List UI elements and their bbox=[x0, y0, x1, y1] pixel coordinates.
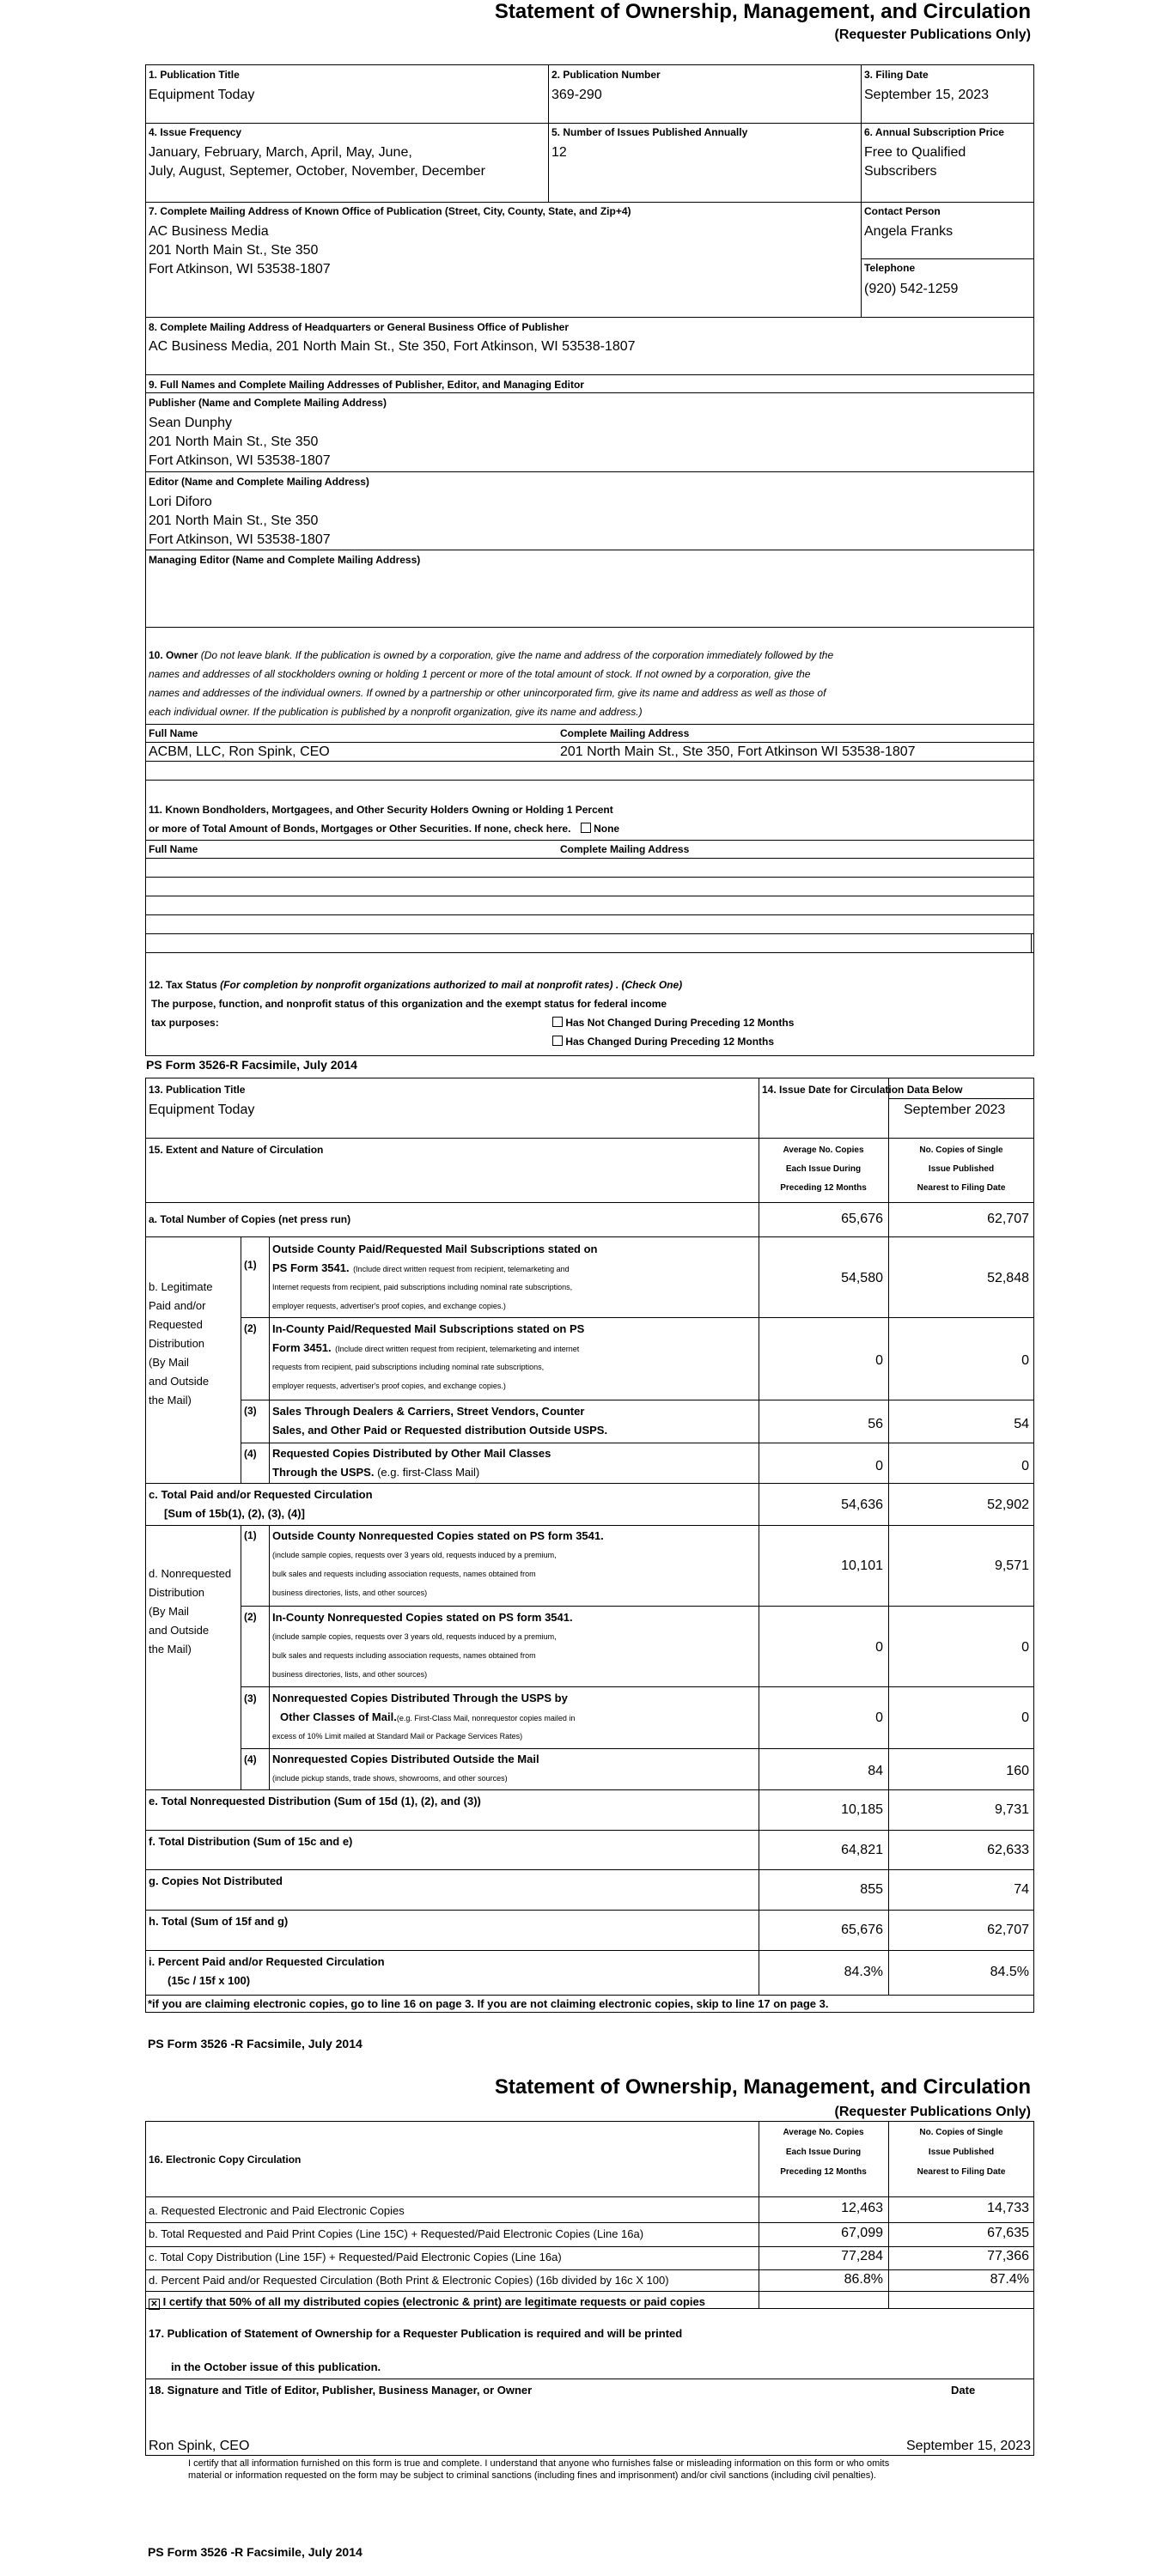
issues-per-year: 12 bbox=[551, 145, 567, 160]
form-id-page-1: PS Form 3526-R Facsimile, July 2014 bbox=[146, 1058, 357, 1072]
owner-name: ACBM, LLC, Ron Spink, CEO bbox=[149, 744, 330, 759]
d4-avg: 84 bbox=[868, 1764, 883, 1778]
f17-line-1: 17. Publication of Statement of Ownership for a Requester Publication is required and will be printed bbox=[149, 2327, 683, 2340]
d3-desc: Nonrequested Copies Distributed Through the USPS by Other Classes of Mail.(e.g. First-Class Mail, nonrequestor copies mailed in excess of 10% Limit mailed at Standard Mail or Package Services Rates) bbox=[272, 1692, 576, 1741]
b3-single: 54 bbox=[1014, 1417, 1029, 1431]
b2-num: (2) bbox=[244, 1322, 257, 1334]
page-3-title: Statement of Ownership, Management, and Circulation bbox=[494, 2075, 1031, 2099]
f10-label: 10. Owner bbox=[149, 649, 198, 661]
contact-person: Angela Franks bbox=[864, 224, 954, 239]
row-i-label: i. Percent Paid and/or Requested Circulation (15c / 15f x 100) bbox=[149, 1955, 385, 1987]
e-row-d-single: 87.4% bbox=[990, 2272, 1029, 2287]
page-subtitle: (Requester Publications Only) bbox=[834, 27, 1031, 42]
b1-desc: Outside County Paid/Requested Mail Subscriptions stated on PS Form 3541. (Include direct written request from recipient, telemarketing and Internet requests from recipient, paid subscriptions including nominal rate subscriptions, employer requests, advertiser's proof copies, and exchange copies.) bbox=[272, 1242, 598, 1310]
row-h-avg: 65,676 bbox=[841, 1923, 883, 1937]
f11-line-2: or more of Total Amount of Bonds, Mortgages or Other Securities. If none, check here. bbox=[149, 823, 571, 835]
d1-num: (1) bbox=[244, 1529, 257, 1541]
e-row-d-label: d. Percent Paid and/or Requested Circulation (Both Print & Electronic Copies) (16b divided by 16c X 100) bbox=[149, 2274, 669, 2287]
office-address-2: 201 North Main St., Ste 350 bbox=[149, 243, 319, 258]
managing-editor-label: Managing Editor (Name and Complete Mailing Address) bbox=[149, 554, 421, 566]
publisher-label: Publisher (Name and Complete Mailing Address) bbox=[149, 397, 387, 409]
b1-avg: 54,580 bbox=[841, 1271, 883, 1285]
d1-single: 9,571 bbox=[994, 1558, 1029, 1573]
d4-desc: Nonrequested Copies Distributed Outside the Mail (include pickup stands, trade shows, showrooms, and other sources) bbox=[272, 1753, 539, 1783]
certify-checkbox[interactable]: ✕ bbox=[149, 2299, 160, 2310]
b2-desc: In-County Paid/Requested Mail Subscriptions stated on PS Form 3451. (Include direct written request from recipient, telemarketing and internet requests from recipient, paid subscriptions including nominal rate subscriptions, employer requests, advertiser's proof copies, and exchange copies.) bbox=[272, 1322, 585, 1390]
row-e-avg: 10,185 bbox=[841, 1802, 883, 1817]
e-row-b-label: b. Total Requested and Paid Print Copies (Line 15C) + Requested/Paid Electronic Copies (Line 16a) bbox=[149, 2227, 644, 2240]
filing-date: September 15, 2023 bbox=[864, 88, 989, 102]
row-i-avg: 84.3% bbox=[844, 1965, 883, 1979]
d1-avg: 10,101 bbox=[841, 1558, 883, 1573]
form-id-page-3: PS Form 3526 -R Facsimile, July 2014 bbox=[148, 2545, 363, 2559]
f12-note: (For completion by nonprofit organizations authorized to mail at nonprofit rates) . (Check One) bbox=[220, 979, 683, 991]
row-h-single: 62,707 bbox=[987, 1923, 1029, 1937]
issue-frequency-2: July, August, Septemer, October, November, December bbox=[149, 164, 485, 179]
row-d-side: d. Nonrequested Distribution (By Mail and Outside the Mail) bbox=[149, 1567, 232, 1656]
e-row-c-avg: 77,284 bbox=[841, 2249, 883, 2263]
d3-avg: 0 bbox=[875, 1710, 883, 1725]
form-id-page-2: PS Form 3526 -R Facsimile, July 2014 bbox=[148, 2037, 363, 2050]
b4-avg: 0 bbox=[875, 1459, 883, 1473]
row-f-label: f. Total Distribution (Sum of 15c and e) bbox=[149, 1835, 353, 1848]
issue-frequency-1: January, February, March, April, May, June, bbox=[149, 145, 412, 160]
row-g-label: g. Copies Not Distributed bbox=[149, 1874, 283, 1887]
b2-single: 0 bbox=[1021, 1353, 1029, 1368]
b1-num: (1) bbox=[244, 1259, 257, 1271]
e-row-a-avg: 12,463 bbox=[841, 2201, 883, 2215]
d1-desc: Outside County Nonrequested Copies stated on PS form 3541. (include sample copies, requests over 3 years old, requests induced by a premium, bulk sales and requests including association requests, names obtained from business directories, lists, and other sources) bbox=[272, 1529, 604, 1597]
publisher-address-2: Fort Atkinson, WI 53538-1807 bbox=[149, 453, 331, 468]
e-row-d-avg: 86.8% bbox=[844, 2272, 883, 2287]
f12-label: 12. Tax Status bbox=[149, 979, 217, 991]
f7-label: 7. Complete Mailing Address of Known Office of Publication (Street, City, County, State, and Zip+4) bbox=[149, 205, 631, 217]
telephone: (920) 542-1259 bbox=[864, 282, 959, 296]
d3-num: (3) bbox=[244, 1692, 257, 1704]
b1-single: 52,848 bbox=[987, 1271, 1029, 1285]
owner-address: 201 North Main St., Ste 350, Fort Atkinson WI 53538-1807 bbox=[560, 744, 916, 759]
d4-single: 160 bbox=[1006, 1764, 1029, 1778]
signature-date: September 15, 2023 bbox=[906, 2439, 1031, 2453]
d2-single: 0 bbox=[1021, 1640, 1029, 1655]
f17-line-2: in the October issue of this publication. bbox=[171, 2360, 381, 2373]
publication-title-2: Equipment Today bbox=[149, 1103, 255, 1117]
d2-desc: In-County Nonrequested Copies stated on PS form 3541. (include sample copies, requests over 3 years old, requests induced by a premium, bulk sales and requests including association requests, names obtained from business directories, lists, and other sources) bbox=[272, 1611, 573, 1679]
f18-label: 18. Signature and Title of Editor, Publisher, Business Manager, or Owner bbox=[149, 2384, 533, 2397]
e-col-avg-header: Average No. Copies Each Issue During Preceding 12 Months bbox=[780, 2128, 867, 2177]
telephone-label: Telephone bbox=[864, 262, 916, 274]
f12-line-1: The purpose, function, and nonprofit status of this organization and the exempt status for federal income bbox=[151, 998, 667, 1010]
row-c-single: 52,902 bbox=[987, 1498, 1029, 1512]
d3-single: 0 bbox=[1021, 1710, 1029, 1725]
owner-col-name: Full Name bbox=[149, 727, 198, 739]
d2-avg: 0 bbox=[875, 1640, 883, 1655]
f2-label: 2. Publication Number bbox=[551, 69, 661, 81]
row-a-label: a. Total Number of Copies (net press run) bbox=[149, 1213, 351, 1225]
certification-text: I certify that all information furnished on this form is true and complete. I understand that anyone who furnishes false or misleading information on this form or who omits material or information requested on the form may be subject to criminal sanctions (including fines and imprisonment) and/or civil sanctions (including civil penalties). bbox=[188, 2458, 890, 2481]
row-g-avg: 855 bbox=[860, 1882, 883, 1897]
b4-num: (4) bbox=[244, 1448, 257, 1460]
f11-line-1: 11. Known Bondholders, Mortgagees, and Other Security Holders Owning or Holding 1 Percent bbox=[149, 804, 613, 816]
office-address-3: Fort Atkinson, WI 53538-1807 bbox=[149, 262, 331, 276]
e-row-b-single: 67,635 bbox=[987, 2226, 1029, 2240]
f8-label: 8. Complete Mailing Address of Headquarters or General Business Office of Publisher bbox=[149, 321, 570, 333]
editor-address-2: Fort Atkinson, WI 53538-1807 bbox=[149, 532, 331, 547]
row-f-avg: 64,821 bbox=[841, 1843, 883, 1857]
certify-label: I certify that 50% of all my distributed copies (electronic & print) are legitimate requests or paid copies bbox=[162, 2295, 706, 2308]
row-i-single: 84.5% bbox=[990, 1965, 1029, 1979]
b4-single: 0 bbox=[1021, 1459, 1029, 1473]
row-c-avg: 54,636 bbox=[841, 1498, 883, 1512]
f3-label: 3. Filing Date bbox=[864, 69, 929, 81]
editor-address-1: 201 North Main St., Ste 350 bbox=[149, 513, 319, 528]
page-3-subtitle: (Requester Publications Only) bbox=[834, 2105, 1031, 2119]
editor-label: Editor (Name and Complete Mailing Address) bbox=[149, 476, 369, 488]
f5-label: 5. Number of Issues Published Annually bbox=[551, 126, 748, 138]
b3-avg: 56 bbox=[868, 1417, 883, 1431]
col-avg-header: Average No. Copies Each Issue During Preceding 12 Months bbox=[780, 1145, 867, 1193]
f6-label: 6. Annual Subscription Price bbox=[864, 126, 1004, 138]
row-a-avg: 65,676 bbox=[841, 1212, 883, 1226]
b2-avg: 0 bbox=[875, 1353, 883, 1368]
bond-col-address: Complete Mailing Address bbox=[560, 843, 690, 855]
tax-changed-label: Has Changed During Preceding 12 Months bbox=[565, 1036, 775, 1048]
e-row-a-single: 14,733 bbox=[987, 2201, 1029, 2215]
b3-desc: Sales Through Dealers & Carriers, Street Vendors, Counter Sales, and Other Paid or Requested distribution Outside USPS. bbox=[272, 1405, 608, 1437]
e-row-c-single: 77,366 bbox=[987, 2249, 1029, 2263]
publication-title: Equipment Today bbox=[149, 88, 255, 102]
page-title: Statement of Ownership, Management, and Circulation bbox=[494, 0, 1031, 23]
f9-label: 9. Full Names and Complete Mailing Addresses of Publisher, Editor, and Managing Editor bbox=[149, 379, 584, 391]
row-b-side: b. Legitimate Paid and/or Requested Distribution (By Mail and Outside the Mail) bbox=[149, 1280, 213, 1406]
editor-name: Lori Diforo bbox=[149, 495, 212, 509]
owner-note-4: each individual owner. If the publication is published by a nonprofit organization, give its name and address.) bbox=[149, 706, 643, 718]
row-a-single: 62,707 bbox=[987, 1212, 1029, 1226]
row-g-single: 74 bbox=[1014, 1882, 1029, 1897]
publication-number: 369-290 bbox=[551, 88, 602, 102]
row-e-label: e. Total Nonrequested Distribution (Sum of 15d (1), (2), and (3)) bbox=[149, 1795, 481, 1807]
f18-date-label: Date bbox=[951, 2384, 976, 2397]
e-col-single-header: No. Copies of Single Issue Published Nearest to Filing Date bbox=[917, 2128, 1006, 2177]
owner-note-2: names and addresses of all stockholders owning or holding 1 percent or more of the total amount of stock. If not owned by a corporation, give the bbox=[149, 668, 811, 680]
issue-date: September 2023 bbox=[904, 1103, 1006, 1117]
office-address-1: AC Business Media bbox=[149, 224, 269, 239]
f14-label: 14. Issue Date for Circulation Data Below bbox=[762, 1084, 963, 1096]
f4-label: 4. Issue Frequency bbox=[149, 126, 242, 138]
row-e-single: 9,731 bbox=[994, 1802, 1029, 1817]
f16-label: 16. Electronic Copy Circulation bbox=[149, 2154, 302, 2166]
row-f-single: 62,633 bbox=[987, 1843, 1029, 1857]
publisher-address-1: 201 North Main St., Ste 350 bbox=[149, 434, 319, 449]
owner-note bbox=[149, 646, 1029, 721]
publisher-name: Sean Dunphy bbox=[149, 416, 232, 430]
hq-address: AC Business Media, 201 North Main St., Ste 350, Fort Atkinson, WI 53538-1807 bbox=[149, 339, 636, 354]
e-row-b-avg: 67,099 bbox=[841, 2226, 883, 2240]
e-row-a-label: a. Requested Electronic and Paid Electronic Copies bbox=[149, 2204, 405, 2217]
f12-line-2: tax purposes: bbox=[151, 1017, 219, 1029]
b3-num: (3) bbox=[244, 1405, 257, 1417]
owner-note-1: (Do not leave blank. If the publication is owned by a corporation, give the name and address of the corporation immediately followed by the bbox=[200, 649, 834, 661]
none-label: None bbox=[594, 823, 620, 835]
e-row-c-label: c. Total Copy Distribution (Line 15F) + Requested/Paid Electronic Copies (Line 16a) bbox=[149, 2251, 562, 2263]
f1-label: 1. Publication Title bbox=[149, 69, 240, 81]
signer: Ron Spink, CEO bbox=[149, 2439, 250, 2453]
f13-label: 13. Publication Title bbox=[149, 1084, 246, 1096]
none-checkbox[interactable] bbox=[581, 823, 591, 833]
contact-person-label: Contact Person bbox=[864, 205, 941, 217]
d2-num: (2) bbox=[244, 1611, 257, 1623]
f15-label: 15. Extent and Nature of Circulation bbox=[149, 1144, 324, 1156]
tax-not-changed-label: Has Not Changed During Preceding 12 Months bbox=[565, 1017, 795, 1029]
tax-changed-checkbox[interactable] bbox=[552, 1036, 563, 1046]
tax-not-changed-checkbox[interactable] bbox=[552, 1017, 563, 1027]
subscription-price-1: Free to Qualified bbox=[864, 145, 966, 160]
row-h-label: h. Total (Sum of 15f and g) bbox=[149, 1915, 289, 1928]
b4-desc: Requested Copies Distributed by Other Mail Classes Through the USPS. (e.g. first-Class Mail) bbox=[272, 1447, 551, 1479]
subscription-price-2: Subscribers bbox=[864, 164, 937, 179]
bond-col-name: Full Name bbox=[149, 843, 198, 855]
col-single-header: No. Copies of Single Issue Published Nearest to Filing Date bbox=[917, 1145, 1006, 1193]
owner-note-3: names and addresses of the individual owners. If owned by a partnership or other unincorporated firm, give its name and address as well as those of bbox=[149, 687, 826, 699]
electronic-copies-note: *if you are claiming electronic copies, go to line 16 on page 3. If you are not claiming electronic copies, skip to line 17 on page 3. bbox=[148, 1997, 829, 2010]
d4-num: (4) bbox=[244, 1753, 257, 1765]
owner-col-address: Complete Mailing Address bbox=[560, 727, 690, 739]
row-c-label: c. Total Paid and/or Requested Circulation [Sum of 15b(1), (2), (3), (4)] bbox=[149, 1488, 373, 1520]
